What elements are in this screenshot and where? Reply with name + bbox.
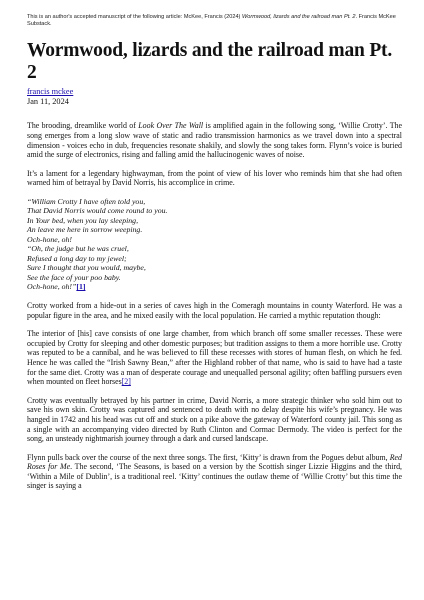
author-link[interactable]: francis mckee (27, 87, 74, 97)
note-prefix: This is an author's accepted manuscript of the following article: McKee, Francis (2024) (27, 14, 242, 20)
song-lyrics (27, 197, 402, 292)
paragraph-2: It’s a lament for a legendary highwayman, from the point of view of his lover who reminds him that she had often warned him of betrayal by David Norris, his accomplice in crime. (27, 168, 402, 188)
p6-text-a: Flynn pulls back over the course of the next three songs. The first, ‘Kitty’ is drawn from the Pogues debut album, (27, 452, 390, 462)
album-title-2: Red Roses for Me (27, 452, 402, 472)
paragraph-5: Crotty was eventually betrayed by his partner in crime, David Norris, a more strategic thinker who sold him out to save his own skin. Crotty was captured and sentenced to death with no delay despite his wife’s pregnancy. He was hanged in 1742 and his head was cut off and stuck on a pike above the gateway of Waterford county jail. This song as a single with an accompanying video directed by Ruth Clinton and Cormac Dermody. The video is perfect for the song, an unsteady nightmarish journey through a dark and cursed landscape. (27, 395, 402, 444)
lyric-line: Sure I thought that you would, maybe, (27, 263, 146, 273)
article-title: Wormwood, lizards and the railroad man Pt. 2 (27, 40, 392, 84)
p6-text-b: . The second, ‘The Seasons, is based on a version by the Scottish singer Lizzie Higgins and the third, ‘Within a Mile of Dublin’, is a traditional reel. ‘Kitty’ continues the outlaw theme of ‘Willie Crotty’ but this time the singer is saying a (27, 462, 403, 491)
lyric-line: “William Crotty I have often told you, (27, 196, 146, 206)
lyric-last: Och-hone, oh!” (27, 282, 77, 292)
note-suffix: . Francis McKee Substack. (27, 14, 396, 28)
lyric-line: In Your bed, when you lay sleeping, (27, 215, 139, 225)
manuscript-note (27, 14, 402, 28)
p1-text-a: The brooding, dreamlike world of (27, 121, 139, 131)
note-title: Wormwood, lizards and the railroad man Pt. 2 (241, 14, 356, 20)
footnote-link-2[interactable]: [2] (121, 377, 131, 387)
lyric-line: That David Norris would come round to you. (27, 206, 168, 216)
paragraph-6 (27, 453, 402, 491)
paragraph-4-quote (27, 329, 402, 387)
lyric-line: Och-hone, oh! (27, 234, 73, 244)
p1-text-b: is amplified again in the following song, ‘Willie Crotty’. The song emerges from a long slow wave of static and radio transmission harmonics as we travel down into a spectral dimension - voices echo in dub, frequencies resonate shakily, and slowly the song takes form. Flynn’s voice is buried amid the surge of electronics, rising and falling amid the hallucinogenic waves of noise. (27, 121, 403, 160)
quote-text: The interior of [his] cave consists of one large chamber, from which branch off some smaller recesses. These were occupied by Crotty for sleeping and other domestic purposes; but tradition assigns to them a more horrible use. Crotty was reputed to be a cannibal, and he was believed to fill these recesses with stores of human flesh, on which he fed. Hence he was called the “Irish Sawny Bean,” after the Highland robber of that name, who is said to have had a taste for the same diet. Crotty was a man of desperate courage and unequalled personal agility; often baffling pursuers even when mounted on fleet horses (27, 329, 402, 387)
lyric-line: Refused a long day to my jewel; (27, 253, 127, 263)
lyric-line: An leave me here in sorrow weeping. (27, 225, 143, 235)
publish-date: Jan 11, 2024 (27, 97, 69, 107)
lyric-line (27, 282, 402, 292)
lyric-line: “Oh, the judge but he was cruel, (27, 244, 129, 254)
footnote-link-1[interactable]: [1] (76, 282, 86, 292)
paragraph-1 (27, 121, 402, 159)
lyric-line: See the face of your poo baby. (27, 272, 121, 282)
album-title: Look Over The Wall (138, 121, 204, 131)
paragraph-3: Crotty worked from a hide-out in a series of caves high in the Comeragh mountains in county Waterford. He was a popular figure in the area, and he mixed easily with the local population. He carried a mythic reputation though: (27, 300, 402, 320)
